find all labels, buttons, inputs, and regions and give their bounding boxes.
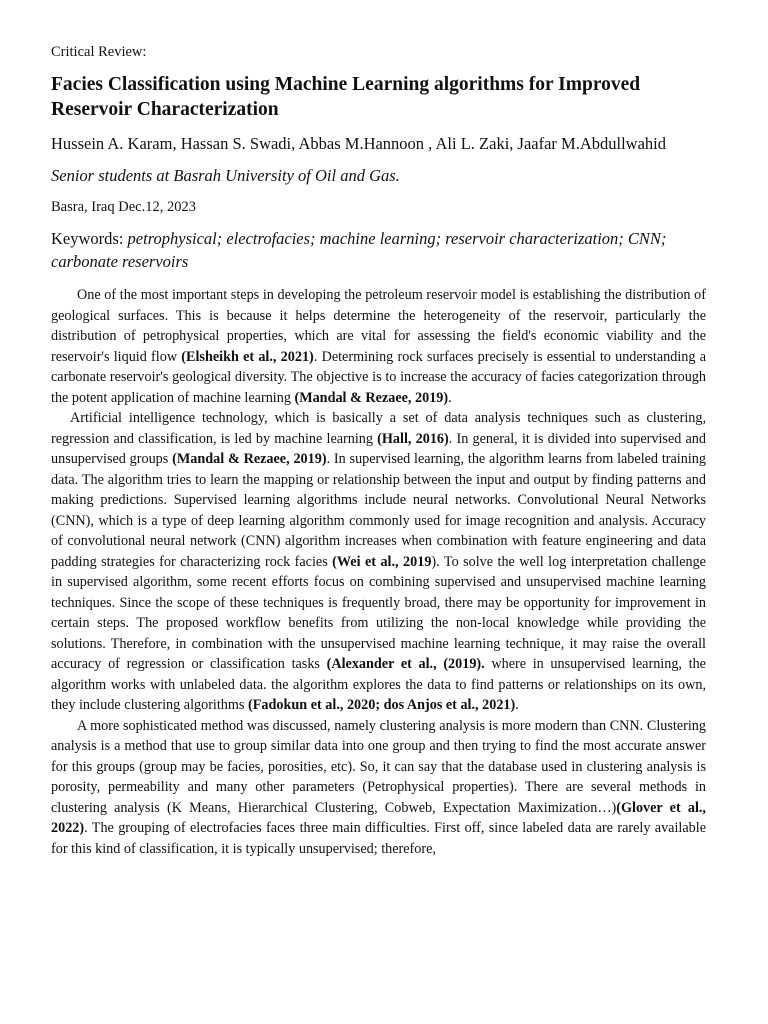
citation: (Hall, 2016) xyxy=(377,430,449,447)
author-affiliation: Senior students at Basrah University of Oil and Gas. xyxy=(51,166,400,185)
paragraph-text: A more sophisticated method was discussed, namely clustering analysis is more modern than CNN. Clustering analysis is a method that use to group similar data into one group and then trying to find the most accurate answer for this groups (group may be facies, porosities, etc). So, it can say that the database used in clustering analysis is porosity, permeability and many other parameters (Petrophysical properties). There are several methods in clustering analysis (K Means, Hierarchical Clustering, Cobweb, Expectation Maximization…) xyxy=(51,717,706,816)
body-paragraph-1 xyxy=(51,285,706,408)
citation: (Wei et al., 2019 xyxy=(332,553,432,570)
keywords-separator: : xyxy=(118,229,124,248)
paragraph-text: . The grouping of electrofacies faces three main difficulties. First off, since labeled data are rarely available for this kind of classification, it is typically unsupervised; therefore, xyxy=(51,820,706,857)
paper-title: Facies Classification using Machine Learning algorithms for Improved Reservoir Characterization xyxy=(51,74,641,120)
paragraph-text: One of the most important steps in developing the petroleum reservoir model is establishing the distribution of geological surfaces. This is because it helps determine the heterogeneity of the reservoir, particularly the distribution of petrophysical properties, which are vital for assessing the field's economic viability and the reservoir's liquid flow xyxy=(51,287,706,365)
paragraph-text: . In general, it is divided into supervised and unsupervised groups xyxy=(51,430,706,467)
citation: (Mandal & Rezaee, 2019) xyxy=(294,389,449,406)
keywords-line xyxy=(51,227,706,273)
paragraph-text: Artificial intelligence technology, which is basically a set of data analysis techniques such as clustering, regression and classification, is led by machine learning xyxy=(51,410,706,447)
body-paragraph-3 xyxy=(51,716,706,860)
citation: (Elsheikh et al., 2021) xyxy=(181,348,314,365)
keywords-label: Keywords xyxy=(51,229,119,248)
citation: (Mandal & Rezaee, 2019) xyxy=(172,451,327,467)
paragraph-text: . Determining rock surfaces precisely is essential to understanding a carbonate reservoir's geological diversity. The objective is to increase the accuracy of facies categorization through the potent application of machine learning xyxy=(51,348,707,406)
paragraph-text: . xyxy=(515,697,519,713)
keywords-text: petrophysical; electrofacies; machine learning; reservoir characterization; CNN; carbonate reservoirs xyxy=(51,229,667,271)
paragraph-text: . xyxy=(448,389,452,406)
paragraph-text: . In supervised learning, the algorithm learns from labeled training data. The algorithm tries to learn the mapping or relationship between the input and output by finding patterns and making predictions. Supervised learning algorithms include neural networks. Convolutional Neural Networks (CNN), which is a type of deep learning algorithm commonly used for image recognition and analysis. Accuracy of convolutional neural network (CNN) algorithm increases when combination with feature engineering and data padding strategies for characterizing rock facies xyxy=(51,451,706,570)
paragraph-text: where in unsupervised learning, the algorithm works with unlabeled data. the algorithm explores the data to find patterns or relationships on its own, they include clustering algorithms xyxy=(51,656,706,713)
paragraph-text: ). To solve the well log interpretation challenge in supervised algorithm, some recent efforts focus on combining supervised and unsupervised machine learning techniques. Since the scope of these techniques is frequently broad, there may be opportunity for improvement in certain steps. The proposed workflow benefits from utilizing the non-local knowledge while providing the solutions. Therefore, in combination with the unsupervised machine learning technique, it may raise the overall accuracy of regression or classification tasks xyxy=(51,553,706,672)
citation: (Fadokun et al., 2020; dos Anjos et al., 2021) xyxy=(248,697,516,713)
article-type-label: Critical Review: xyxy=(51,44,147,60)
author-list: Hussein A. Karam, Hassan S. Swadi, Abbas M.Hannoon , Ali L. Zaki, Jaafar M.Abdullwahid xyxy=(51,134,667,153)
citation: (Glover et al., 2022) xyxy=(51,799,706,836)
body-paragraph-2 xyxy=(51,408,706,716)
location-date: Basra, Iraq Dec.12, 2023 xyxy=(51,199,196,215)
citation: (Alexander et al., (2019). xyxy=(326,656,485,672)
